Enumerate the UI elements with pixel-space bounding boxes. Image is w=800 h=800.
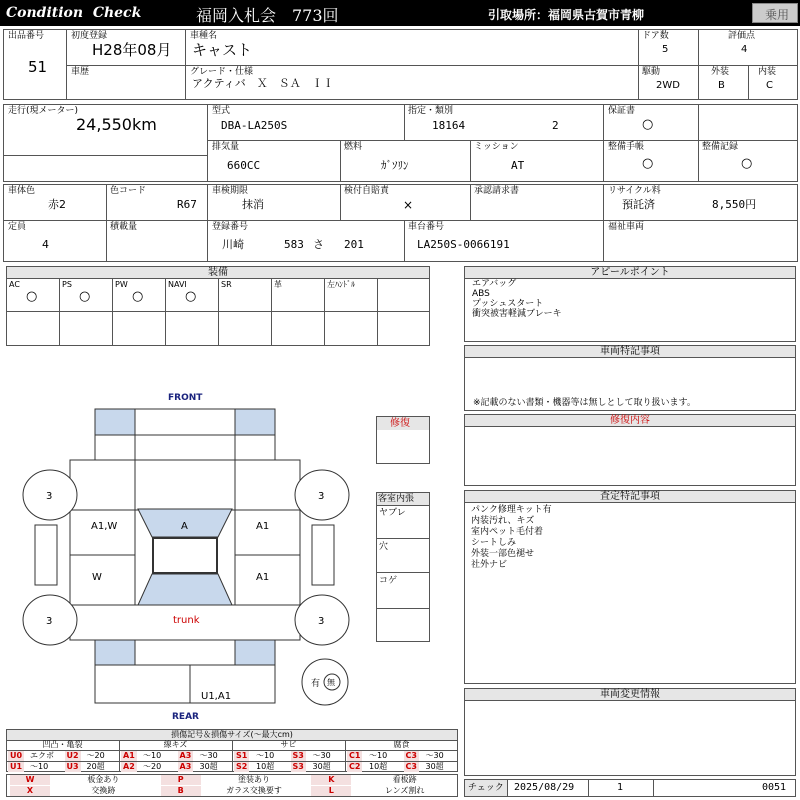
reg-kana: さ	[313, 238, 324, 251]
legend-code: U0	[10, 751, 23, 760]
equipment-title: 装備	[6, 266, 430, 279]
grade: アクティバ Ｘ ＳＡ ＩＩ	[192, 77, 334, 90]
equipment-label: NAVI	[168, 280, 187, 289]
fuel: ｶﾞｿﾘﾝ	[381, 159, 409, 172]
repair-title: 修復	[390, 418, 410, 429]
service-label: 整備手帳	[608, 142, 645, 152]
color-code: R67	[177, 198, 197, 211]
doors-label: ドア数	[642, 31, 669, 41]
equipment-label: PW	[115, 280, 128, 289]
designation: 18164	[432, 119, 466, 132]
car-name-label: 車種名	[190, 31, 218, 41]
legend-size: 〜10	[256, 751, 275, 760]
legend-size: 20超	[86, 762, 105, 771]
insurance: ×	[403, 198, 414, 212]
chassis-label: 車台番号	[408, 222, 445, 232]
ext: B	[718, 80, 725, 91]
equipment-mark: ○	[132, 289, 144, 304]
check-date: 2025/08/29	[514, 782, 575, 793]
legend-size: 〜10	[369, 751, 388, 760]
fuel-label: 燃料	[344, 142, 363, 152]
legend-size: 10超	[369, 762, 388, 771]
equipment-label: SR	[221, 280, 232, 289]
history-label: 車歴	[71, 67, 90, 77]
appeal-line: プッシュスタート	[472, 299, 544, 309]
notes-line: パンク修理キット有	[471, 505, 552, 515]
chassis: LA250S-0066191	[417, 238, 510, 251]
front-label: FRONT	[168, 393, 203, 403]
reg-num: 201	[344, 238, 364, 251]
notes-line: シートしみ	[471, 538, 517, 548]
legend-head: 凹凸・亀裂	[42, 740, 83, 749]
legend-size: 〜30	[312, 751, 331, 760]
legend-mark-text: 交換跡	[91, 786, 116, 795]
equipment-label: AC	[9, 280, 20, 289]
int-label: 内装	[758, 67, 777, 77]
appeal-line: エアバッグ	[472, 279, 517, 289]
notes-line: 外装一部色褪せ	[471, 549, 535, 559]
legend-code: A1	[123, 751, 135, 760]
legend-mark-text: 塗装あり	[237, 775, 270, 784]
cabin-item-tear: ヤブレ	[379, 508, 406, 518]
rear-label: REAR	[172, 712, 199, 722]
tire-rr: 3	[318, 616, 325, 627]
right-front-door: A1	[256, 521, 270, 532]
special-note: ※記載のない書類・機器等は無しとして取り扱います。	[473, 398, 696, 408]
doors: 5	[662, 44, 669, 55]
equipment-mark: ○	[185, 289, 197, 304]
category-text: 乗用	[765, 8, 790, 22]
legend-code: C3	[405, 762, 417, 771]
legend-mark-text: ガラス交換要す	[226, 786, 282, 795]
equipment-mark: ○	[26, 289, 38, 304]
score-label: 評価点	[728, 31, 756, 41]
score: 4	[741, 44, 748, 55]
roof-front: A	[181, 521, 188, 532]
reg-no-label: 登録番号	[212, 222, 249, 232]
inspection-label: 車検期限	[212, 186, 249, 196]
legend-size: 〜20	[143, 762, 162, 771]
legend-mark-code: K	[311, 775, 351, 785]
legend-mark-code: P	[161, 775, 201, 785]
drive: 2WD	[656, 80, 680, 91]
welfare-label: 福祉車両	[608, 222, 645, 232]
cabin-item-hole: 穴	[379, 542, 389, 552]
legend-size: 〜10	[143, 751, 162, 760]
legend-code: C2	[349, 762, 361, 771]
car-name: キャスト	[192, 41, 253, 59]
legend-code: S3	[292, 762, 304, 771]
legend-size: 〜30	[199, 751, 218, 760]
approval-label: 承認請求書	[474, 186, 520, 196]
recycle-label: リサイクル料	[608, 186, 661, 196]
color: 赤2	[48, 198, 66, 211]
model: DBA-LA250S	[221, 119, 288, 132]
legend-size: 10超	[256, 762, 275, 771]
recycle-status: 預託済	[622, 198, 655, 211]
pickup-location: 引取場所：福岡県古賀市青柳	[488, 8, 645, 22]
reg-city: 川崎	[222, 238, 244, 251]
legend-size: 30超	[312, 762, 331, 771]
model-label: 型式	[212, 106, 231, 116]
lot-number: 51	[28, 58, 48, 76]
appeal-line: 衝突被害軽減ブレーキ	[472, 309, 562, 319]
spare-circle: 無	[327, 678, 335, 687]
notes-title: 査定特記事項	[464, 490, 796, 503]
legend-title: 損傷記号＆損傷サイズ(〜最大cm)	[6, 729, 458, 741]
equipment-label: 左ﾊﾝﾄﾞﾙ	[327, 280, 355, 289]
legend-head: サビ	[280, 740, 297, 749]
notes-line: 社外ナビ	[471, 560, 508, 570]
legend-mark-text: 看板跡	[392, 775, 417, 784]
repair-detail-title: 修復内容	[464, 414, 796, 427]
int: C	[766, 80, 773, 91]
change-title: 車両変更情報	[464, 688, 796, 701]
legend-size: エクボ	[30, 751, 54, 760]
reg-class: 583	[284, 238, 304, 251]
legend-code: U1	[10, 762, 23, 771]
change-box	[464, 700, 796, 776]
legend-size: 〜20	[86, 751, 105, 760]
legend-code: A2	[123, 762, 135, 771]
legend-mark-code: X	[10, 786, 50, 796]
legend-code: S2	[236, 762, 248, 771]
cabin-item-burn: コゲ	[379, 576, 398, 586]
service: ○	[642, 156, 654, 171]
equipment-label: 革	[274, 280, 282, 289]
drive-label: 駆動	[642, 67, 661, 77]
mission: AT	[511, 159, 525, 172]
tire-rl: 3	[46, 616, 53, 627]
displacement-label: 排気量	[212, 142, 240, 152]
legend-size: 〜30	[425, 751, 444, 760]
first-reg-label: 初度登録	[71, 31, 108, 41]
legend-code: U2	[66, 751, 79, 760]
notes-line: 内装汚れ、キズ	[471, 516, 535, 526]
mileage-label: 走行(現メーター)	[8, 106, 79, 116]
cabin-title: 客室内張	[378, 494, 415, 504]
legend-code: C3	[405, 751, 417, 760]
warranty-label: 保証書	[608, 106, 636, 116]
legend-mark-code: L	[311, 786, 351, 796]
equipment-label: PS	[62, 280, 72, 289]
legend-mark-text: 板金あり	[87, 775, 120, 784]
mileage: 24,550km	[76, 115, 157, 134]
legend-code: S1	[236, 751, 248, 760]
legend-mark-code: B	[161, 786, 201, 796]
legend-head: 腐食	[393, 740, 410, 749]
inspection: 抹消	[242, 198, 264, 211]
ext-label: 外装	[711, 67, 730, 77]
capacity: 4	[42, 238, 49, 251]
tire-fl: 3	[46, 491, 53, 502]
designation-label: 指定・類別	[408, 106, 454, 116]
appeal-title: アピールポイント	[464, 266, 796, 279]
legend-code: A3	[179, 751, 192, 760]
brand-title: Condition Check	[6, 5, 142, 21]
right-rear-door: A1	[256, 572, 270, 583]
auction-title: 福岡入札会 773回	[196, 6, 339, 25]
check-label: チェック	[468, 783, 504, 793]
capacity-label: 定員	[8, 222, 27, 232]
classification: 2	[552, 119, 559, 132]
check-code: 0051	[762, 782, 787, 793]
check-num: 1	[617, 782, 624, 793]
recycle-fee: 8,550円	[712, 198, 757, 211]
special-title: 車両特記事項	[464, 345, 796, 358]
legend-code: S3	[292, 751, 304, 760]
first-reg: H28年08月	[92, 41, 172, 59]
rear-bumper: U1,A1	[201, 691, 232, 702]
spare-mark: 有	[311, 679, 321, 689]
color-label: 車体色	[8, 186, 36, 196]
tire-fr: 3	[318, 491, 325, 502]
repair-detail-box	[464, 426, 796, 486]
legend-size: 30超	[425, 762, 444, 771]
legend-head: 線キズ	[163, 740, 188, 749]
legend-size: 30超	[199, 762, 218, 771]
grade-label: グレード・仕様	[190, 67, 254, 77]
car-diagram	[0, 385, 460, 725]
displacement: 660CC	[227, 159, 261, 172]
legend-code: A3	[179, 762, 192, 771]
legend-size: 〜10	[30, 762, 49, 771]
notes-line: 室内ペット毛付着	[471, 527, 544, 537]
warranty: ○	[642, 117, 654, 132]
legend-mark-code: W	[10, 775, 50, 785]
insurance-label: 検付自賠責	[344, 186, 390, 196]
left-rear-door: W	[92, 572, 102, 583]
service-record-label: 整備記録	[702, 142, 739, 152]
equipment-mark: ○	[79, 289, 91, 304]
mission-label: ミッション	[474, 142, 519, 152]
left-front-door: A1,W	[91, 521, 118, 532]
service-record: ○	[741, 156, 753, 171]
legend-mark-text: レンズ割れ	[384, 786, 425, 795]
legend-code: C1	[349, 751, 361, 760]
lot-label: 出品番号	[8, 31, 45, 41]
appeal-line: ABS	[472, 289, 490, 299]
trunk-label: trunk	[173, 615, 200, 626]
legend-code: U3	[66, 762, 79, 771]
load-label: 積載量	[110, 222, 138, 232]
color-code-label: 色コード	[110, 186, 147, 196]
